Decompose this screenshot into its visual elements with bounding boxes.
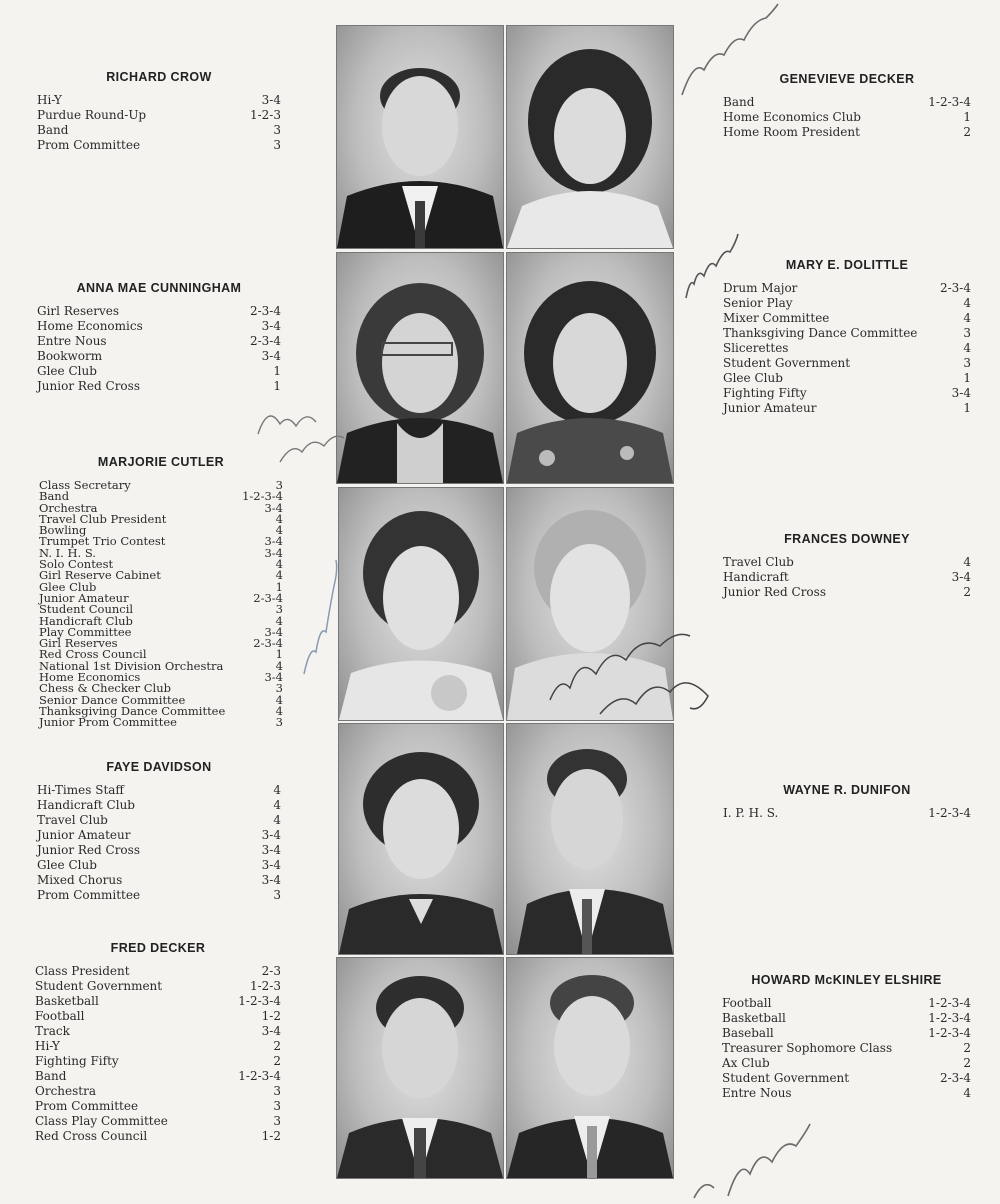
activity-years: 3 [273, 888, 281, 902]
activity-label: Glee Club [37, 364, 97, 378]
activity-years: 4 [275, 511, 283, 526]
activity-row [37, 138, 281, 153]
student-name: ANNA MAE CUNNINGHAM [76, 281, 242, 295]
activity-row [723, 311, 971, 326]
activity-label: Travel Club [37, 813, 108, 827]
activity-row [723, 296, 971, 311]
activity-label: Student Government [35, 979, 163, 993]
activity-row [37, 783, 281, 798]
activity-row [722, 1056, 971, 1071]
activity-label: Student Government [722, 1071, 850, 1085]
activity-label: Handicraft Club [39, 613, 133, 628]
activity-row [723, 371, 971, 386]
activity-label: Baseball [722, 1026, 774, 1040]
activity-label: Handicraft [723, 570, 789, 584]
activity-label: Orchestra [35, 1084, 96, 1098]
activity-years: 4 [963, 1086, 971, 1100]
activity-years: 3-4 [264, 624, 283, 639]
activity-row [723, 110, 971, 125]
activity-label: Bowling [39, 523, 87, 538]
activity-years: 2 [963, 1056, 971, 1070]
activity-years: 3-4 [261, 858, 281, 872]
activity-row [37, 873, 281, 888]
activity-list [723, 806, 971, 821]
activity-label: Drum Major [723, 281, 798, 295]
activity-years: 3-4 [261, 1024, 281, 1038]
activity-label: Glee Club [39, 579, 97, 594]
activity-years: 3-4 [261, 873, 281, 887]
activity-label: Home Economics [39, 670, 141, 685]
activity-label: Football [35, 1009, 85, 1023]
activity-label: Orchestra [39, 500, 98, 515]
activity-label: Class Play Committee [35, 1114, 168, 1128]
activity-years: 1 [273, 379, 281, 393]
activity-years: 2 [963, 1041, 971, 1055]
entry-faye-davidson [37, 760, 281, 903]
activity-row [723, 356, 971, 371]
activity-years: 1-2 [261, 1129, 281, 1143]
activity-label: Football [722, 996, 772, 1010]
activity-row [37, 334, 281, 349]
activity-row [37, 319, 281, 334]
activity-row [723, 281, 971, 296]
activity-years: 4 [275, 557, 283, 572]
activity-row [35, 1114, 281, 1129]
activity-years: 3-4 [951, 386, 971, 400]
activity-years: 1-2-3-4 [238, 1069, 281, 1083]
activity-label: Thanksgiving Dance Committee [39, 703, 226, 718]
activity-list [723, 281, 971, 416]
activity-row [722, 1086, 971, 1101]
activity-label: Junior Amateur [39, 590, 129, 605]
activity-row [37, 379, 281, 394]
activity-years: 3-4 [264, 545, 283, 560]
activity-label: Solo Contest [39, 557, 114, 572]
activity-label: Junior Red Cross [723, 585, 826, 599]
activity-label: Senior Play [723, 296, 793, 310]
activity-years: 1-2-3-4 [928, 1011, 971, 1025]
student-name: MARJORIE CUTLER [97, 455, 225, 469]
activity-label: Travel Club [723, 555, 794, 569]
activity-years: 1 [275, 647, 283, 662]
activity-label: Band [723, 95, 755, 109]
student-name: HOWARD McKINLEY ELSHIRE [751, 973, 942, 987]
activity-label: Glee Club [723, 371, 783, 385]
portrait-howard-elshire [506, 957, 674, 1179]
activity-years: 3 [963, 356, 971, 370]
activity-label: Band [39, 489, 70, 504]
activity-label: Student Council [39, 602, 134, 617]
student-name: GENEVIEVE DECKER [779, 72, 915, 86]
activity-row [37, 364, 281, 379]
activity-list [37, 93, 281, 153]
activity-label: Bookworm [37, 349, 103, 363]
activity-row [722, 1071, 971, 1086]
entry-wayne-dunifon [723, 783, 971, 821]
activity-years: 3-4 [264, 670, 283, 685]
activity-row [37, 93, 281, 108]
activity-years: 3-4 [261, 828, 281, 842]
activity-years: 3-4 [261, 93, 281, 107]
activity-label: Red Cross Council [39, 647, 147, 662]
activity-row [722, 996, 971, 1011]
signature-elshire [684, 1118, 816, 1204]
activity-years: 1-2-3-4 [928, 1026, 971, 1040]
activity-label: Glee Club [37, 858, 97, 872]
activity-label: Basketball [35, 994, 99, 1008]
activity-years: 1 [963, 401, 971, 415]
activity-years: 4 [273, 783, 281, 797]
activity-list [37, 304, 281, 394]
entry-howard-elshire [722, 973, 971, 1101]
activity-years: 1 [963, 371, 971, 385]
activity-years: 4 [275, 703, 283, 718]
activity-years: 1-2-3 [249, 108, 281, 122]
activity-years: 3 [273, 1099, 281, 1113]
activity-years: 2 [963, 585, 971, 599]
activity-row [723, 401, 971, 416]
activity-label: Hi-Y [35, 1039, 60, 1053]
activity-years: 4 [273, 798, 281, 812]
activity-row [35, 1129, 281, 1144]
activity-years: 2-3-4 [939, 281, 971, 295]
activity-label: Junior Red Cross [37, 379, 140, 393]
activity-row [723, 326, 971, 341]
activity-label: Basketball [722, 1011, 786, 1025]
activity-years: 4 [275, 523, 283, 538]
activity-label: Girl Reserve Cabinet [39, 568, 161, 583]
portrait-genevieve-decker [506, 25, 674, 249]
activity-years: 4 [275, 692, 283, 707]
activity-years: 4 [963, 341, 971, 355]
portrait-anna-mae-cunningham [336, 252, 504, 484]
activity-years: 2-3-4 [249, 304, 281, 318]
activity-years: 4 [963, 555, 971, 569]
activity-label: Hi-Y [37, 93, 62, 107]
activity-label: Prom Committee [35, 1099, 139, 1113]
activity-years: 1-2-3-4 [238, 994, 281, 1008]
activity-years: 3 [273, 123, 281, 137]
activity-label: Home Economics [37, 319, 143, 333]
activity-years: 2-3 [261, 964, 281, 978]
activity-years: 1 [275, 579, 283, 594]
activity-label: Entre Nous [37, 334, 107, 348]
activity-years: 2 [273, 1054, 281, 1068]
activity-label: Prom Committee [37, 138, 141, 152]
activity-label: I. P. H. S. [723, 806, 779, 820]
activity-years: 3 [275, 602, 283, 617]
activity-years: 3 [273, 1114, 281, 1128]
activity-label: Girl Reserves [37, 304, 119, 318]
activity-row [722, 1026, 971, 1041]
activity-label: Junior Prom Committee [39, 715, 177, 730]
activity-list [39, 480, 283, 729]
activity-years: 4 [275, 568, 283, 583]
activity-label: Girl Reserves [39, 636, 118, 651]
activity-label: Treasurer Sophomore Class [722, 1041, 893, 1055]
activity-years: 2 [273, 1039, 281, 1053]
activity-row [35, 994, 281, 1009]
activity-years: 4 [273, 813, 281, 827]
activity-years: 4 [963, 296, 971, 310]
activity-years: 3 [275, 715, 283, 730]
activity-years: 3-4 [264, 500, 283, 515]
entry-anna-mae-cunningham [37, 281, 281, 394]
activity-row [723, 125, 971, 140]
activity-years: 2-3-4 [253, 636, 283, 651]
activity-years: 2-3-4 [249, 334, 281, 348]
activity-label: Slicerettes [723, 341, 789, 355]
entry-frances-downey [723, 532, 971, 600]
activity-list [37, 783, 281, 903]
activity-row [37, 828, 281, 843]
student-name: FAYE DAVIDSON [106, 760, 212, 774]
activity-list [723, 555, 971, 600]
activity-row [35, 1054, 281, 1069]
activity-row [722, 1011, 971, 1026]
activity-label: Class Secretary [39, 478, 131, 492]
activity-label: Entre Nous [722, 1086, 792, 1100]
student-name: FRED DECKER [110, 941, 206, 955]
portrait-mary-dolittle [506, 252, 674, 484]
portrait-richard-crow [336, 25, 504, 249]
activity-years: 3 [275, 478, 283, 492]
activity-row [37, 304, 281, 319]
activity-years: 2 [963, 125, 971, 139]
activity-label: Student Government [723, 356, 851, 370]
activity-years: 1 [273, 364, 281, 378]
activity-label: National 1st Division Orchestra [39, 658, 224, 673]
activity-row [723, 555, 971, 570]
activity-row [723, 341, 971, 356]
portrait-faye-davidson [338, 723, 504, 955]
activity-label: Thanksgiving Dance Committee [723, 326, 918, 340]
activity-label: Junior Red Cross [37, 843, 140, 857]
activity-label: Junior Amateur [37, 828, 131, 842]
activity-label: Purdue Round-Up [37, 108, 147, 122]
activity-label: Chess & Checker Club [39, 681, 171, 696]
signature-genevieve [674, 0, 784, 110]
activity-row [39, 717, 283, 728]
activity-years: 2-3-4 [939, 1071, 971, 1085]
activity-label: Band [35, 1069, 67, 1083]
activity-years: 1-2-3-4 [242, 489, 283, 504]
activity-years: 3 [275, 681, 283, 696]
activity-row [37, 798, 281, 813]
activity-label: Prom Committee [37, 888, 141, 902]
activity-years: 1-2-3-4 [928, 806, 971, 820]
activity-label: Travel Club President [39, 511, 167, 526]
signature-anna-mae [250, 384, 350, 468]
activity-row [37, 843, 281, 858]
activity-list [722, 996, 971, 1101]
activity-years: 1-2-3-4 [928, 996, 971, 1010]
student-name: RICHARD CROW [106, 70, 212, 84]
activity-row [37, 858, 281, 873]
activity-label: Band [37, 123, 69, 137]
activity-label: Home Economics Club [723, 110, 861, 124]
activity-years: 3-4 [261, 319, 281, 333]
activity-row [35, 1069, 281, 1084]
activity-row [35, 979, 281, 994]
activity-label: Fighting Fifty [723, 386, 807, 400]
activity-years: 1-2-3 [249, 979, 281, 993]
student-name: WAYNE R. DUNIFON [783, 783, 911, 797]
activity-years: 2-3-4 [253, 590, 283, 605]
activity-row [37, 813, 281, 828]
activity-label: Trumpet Trio Contest [39, 534, 166, 549]
activity-row [37, 349, 281, 364]
signature-mary [296, 556, 342, 680]
activity-years: 3-4 [261, 843, 281, 857]
entry-richard-crow [37, 70, 281, 153]
activity-label: Ax Club [722, 1056, 770, 1070]
signature-mimi [680, 228, 742, 304]
activity-years: 1 [963, 110, 971, 124]
entry-marjorie-cutler [39, 455, 283, 729]
portrait-marjorie-cutler [338, 487, 504, 721]
activity-label: Class President [35, 964, 130, 978]
student-name: FRANCES DOWNEY [784, 532, 910, 546]
entry-mary-dolittle [723, 258, 971, 416]
activity-row [723, 806, 971, 821]
activity-years: 4 [275, 658, 283, 673]
activity-years: 4 [963, 311, 971, 325]
activity-label: Fighting Fifty [35, 1054, 119, 1068]
activity-row [37, 888, 281, 903]
activity-years: 1-2-3-4 [928, 95, 971, 109]
portrait-fred-decker [336, 957, 504, 1179]
student-name: MARY E. DOLITTLE [785, 258, 909, 272]
activity-row [723, 570, 971, 585]
activity-row [35, 1084, 281, 1099]
activity-label: Handicraft Club [37, 798, 135, 812]
activity-label: Junior Amateur [723, 401, 817, 415]
activity-row [37, 123, 281, 138]
activity-label: Home Room President [723, 125, 860, 139]
activity-list [35, 964, 281, 1144]
activity-label: Mixer Committee [723, 311, 830, 325]
activity-label: N. I. H. S. [39, 545, 96, 560]
activity-years: 4 [275, 613, 283, 628]
activity-row [35, 1099, 281, 1114]
activity-row [723, 386, 971, 401]
activity-row [723, 585, 971, 600]
portrait-wayne-dunifon [506, 723, 674, 955]
activity-row [35, 1024, 281, 1039]
activity-row [35, 1009, 281, 1024]
activity-label: Play Committee [39, 624, 132, 639]
activity-row [37, 108, 281, 123]
activity-years: 3 [273, 1084, 281, 1098]
activity-years: 3-4 [264, 534, 283, 549]
signature-frances-downey [540, 616, 716, 722]
activity-row [35, 964, 281, 979]
activity-years: 3 [273, 138, 281, 152]
entry-fred-decker [35, 941, 281, 1144]
activity-label: Red Cross Council [35, 1129, 148, 1143]
activity-years: 3 [963, 326, 971, 340]
activity-row [35, 1039, 281, 1054]
activity-years: 3-4 [951, 570, 971, 584]
activity-label: Hi-Times Staff [37, 783, 124, 797]
activity-label: Track [35, 1024, 70, 1038]
activity-years: 3-4 [261, 349, 281, 363]
activity-label: Senior Dance Committee [39, 692, 186, 707]
activity-years: 1-2 [261, 1009, 281, 1023]
activity-label: Mixed Chorus [37, 873, 123, 887]
activity-row [722, 1041, 971, 1056]
